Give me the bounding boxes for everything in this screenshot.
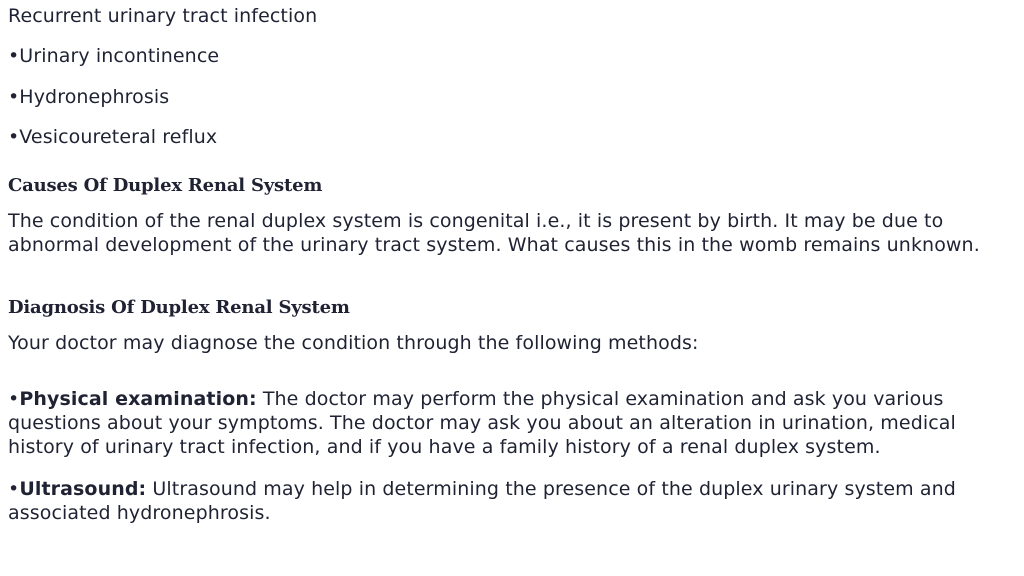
list-item-uti: Recurrent urinary tract infection bbox=[8, 5, 318, 27]
method-term: Ultrasound: bbox=[19, 478, 147, 500]
method-term: Physical examination: bbox=[19, 388, 257, 410]
diagnosis-heading: Diagnosis Of Duplex Renal System bbox=[8, 297, 350, 318]
diagnosis-intro: Your doctor may diagnose the condition through the following methods: bbox=[8, 332, 699, 354]
method-physical-examination bbox=[8, 387, 998, 459]
method-ultrasound bbox=[8, 477, 998, 525]
method-bullet: • bbox=[8, 388, 20, 410]
method-text: The doctor may perform the physical examination and ask you various questions about your symptoms. The doctor may ask you about an alteration in urination, medical history of urinary tract infection, and if you have a family history of a renal duplex system. bbox=[8, 388, 956, 458]
list-item-incontinence: •Urinary incontinence bbox=[8, 45, 220, 67]
list-item-hydronephrosis: •Hydronephrosis bbox=[8, 86, 170, 108]
list-item-reflux: •Vesicoureteral reflux bbox=[8, 126, 218, 148]
method-bullet: • bbox=[8, 478, 20, 500]
method-text: Ultrasound may help in determining the presence of the duplex urinary system and associated hydronephrosis. bbox=[8, 478, 956, 524]
causes-paragraph: The condition of the renal duplex system is congenital i.e., it is present by birth. It may be due to abnormal development of the urinary tract system. What causes this in the womb remains unknown. bbox=[8, 210, 980, 256]
causes-heading: Causes Of Duplex Renal System bbox=[8, 175, 323, 196]
